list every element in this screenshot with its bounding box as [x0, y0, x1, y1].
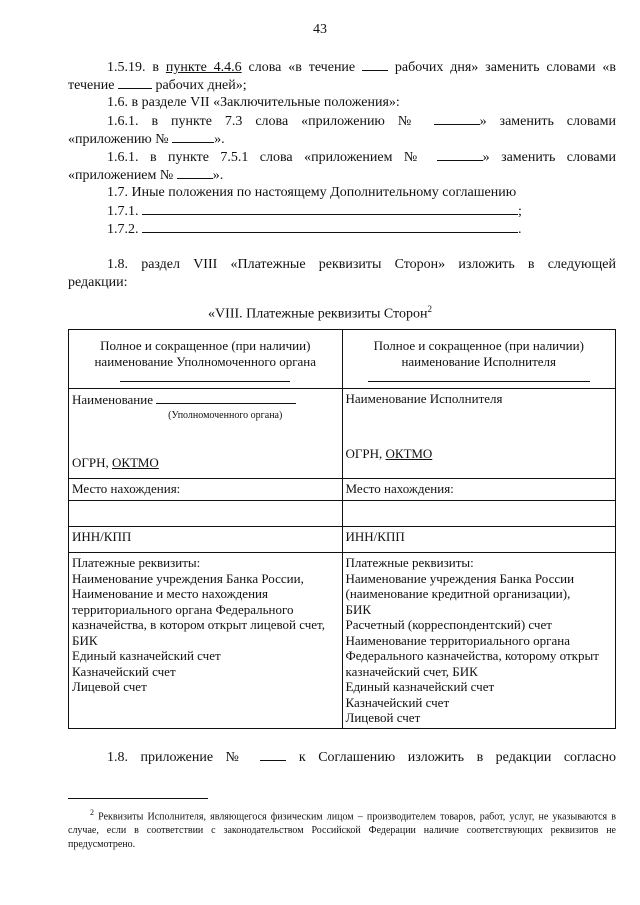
payment-line: Расчетный (корреспондентский) счет — [345, 617, 552, 632]
blank-field — [362, 58, 388, 71]
payment-line: Платежные реквизиты: — [345, 555, 474, 570]
name-caption: (Уполномоченного органа) — [168, 409, 283, 421]
blank-field — [437, 148, 483, 161]
text: . — [518, 222, 522, 237]
blank-field — [142, 202, 518, 215]
name-label: Наименование Исполнителя — [345, 391, 503, 406]
blank-field — [156, 391, 296, 404]
text: течение — [68, 78, 118, 93]
signature-rule — [368, 381, 590, 382]
paragraph-1-5-19 — [107, 58, 616, 76]
section-title — [0, 304, 640, 323]
blank-field — [172, 130, 214, 143]
paragraph-1-7-2 — [107, 220, 522, 238]
payment-line: Единый казначейский счет — [72, 648, 221, 663]
text: 1.6.1. в пункте 7.5.1 слова «приложением № — [107, 150, 437, 165]
payment-line: БИК — [345, 601, 372, 617]
blank-field — [260, 748, 286, 761]
payment-line: казначейский счет, БИК — [345, 663, 478, 679]
signature-rule — [120, 381, 290, 382]
text: 1.7.2. — [107, 222, 142, 237]
text: «приложению № — [68, 132, 173, 147]
text: » заменить словами — [482, 150, 616, 165]
payment-line: (наименование кредитной организации), — [345, 586, 571, 601]
right-payment-cell — [342, 553, 616, 729]
text: «приложением № — [68, 168, 177, 183]
right-header-line-1: Полное и сокращенное (при наличии) — [373, 338, 584, 353]
text: ; — [518, 204, 522, 219]
page-number: 43 — [313, 22, 327, 37]
text: ОГРН, — [345, 445, 386, 461]
paragraph-1-6: 1.6. в разделе VII «Заключительные положения»: — [107, 95, 400, 110]
text: 1.5.19. в — [107, 60, 166, 75]
text: к Соглашению изложить в редакции согласно — [286, 750, 616, 765]
payment-line: Наименование учреждения Банка России, — [72, 570, 304, 586]
payment-line: Единый казначейский счет — [345, 679, 495, 694]
text: ». — [214, 132, 225, 147]
table-row — [69, 501, 616, 527]
paragraph-1-6-1-b — [107, 148, 616, 166]
right-empty-cell — [342, 501, 616, 527]
blank-field — [142, 220, 518, 233]
footnote-text: Реквизиты Исполнителя, являющегося физическим лицом – производителем товаров, работ, услуг, не указываются в случае, если в соответствии с законодательством Российской Федерации наличие соответствующих реквизитов не предусмотрено. — [68, 811, 617, 851]
requisites-table — [68, 329, 616, 729]
name-label: Наименование — [72, 392, 153, 407]
clause-link[interactable]: пункте 4.4.6 — [165, 60, 242, 75]
left-inn-cell: ИНН/КПП — [69, 527, 343, 553]
text: рабочих дней»; — [151, 78, 247, 93]
table-row — [69, 553, 616, 729]
ogrn-oktmo — [72, 455, 339, 471]
table-row — [69, 527, 616, 553]
text: 1.7.1. — [107, 204, 142, 219]
payment-line: Казначейский счет — [72, 663, 176, 679]
right-header-cell — [342, 330, 616, 389]
left-header-line-2: наименование Уполномоченного органа — [94, 353, 317, 369]
footnote — [68, 806, 616, 852]
payment-line: Федерального казначейства, которому открыт — [345, 648, 599, 663]
paragraph-1-7-1 — [107, 202, 522, 220]
payment-line: БИК — [72, 632, 98, 648]
left-location-cell: Место нахождения: — [69, 479, 343, 501]
left-empty-cell — [69, 501, 343, 527]
section-title-text: «VIII. Платежные реквизиты Сторон — [208, 306, 428, 322]
ogrn-oktmo — [346, 446, 613, 462]
table-row — [69, 330, 616, 389]
text: слова «в течение — [241, 60, 363, 75]
text: 1.6.1. в пункте 7.3 слова «приложению № — [107, 114, 434, 129]
payment-line: Наименование учреждения Банка России — [345, 570, 575, 586]
left-name-cell — [69, 389, 343, 479]
blank-field — [434, 112, 480, 125]
paragraph-1-7: 1.7. Иные положения по настоящему Дополнительному соглашению — [107, 185, 517, 200]
blank-field — [177, 166, 213, 179]
payment-line: Казначейский счет — [345, 694, 450, 710]
right-name-cell — [342, 389, 616, 479]
payment-line: Лицевой счет — [72, 679, 147, 694]
paragraph-1-6-1-a — [107, 112, 616, 130]
paragraph-1-8-cont: редакции: — [68, 275, 128, 290]
paragraph-1-8: 1.8. раздел VIII «Платежные реквизиты Сторон» изложить в следующей — [107, 257, 616, 272]
payment-line: Лицевой счет — [345, 710, 421, 725]
text: » заменить словами — [479, 114, 617, 129]
oktmo-link[interactable]: ОКТМО — [385, 445, 433, 461]
blank-field — [118, 76, 152, 89]
text: ». — [212, 168, 224, 183]
right-header-line-2: наименование Исполнителя — [401, 353, 557, 369]
table-row — [69, 479, 616, 501]
footnote-divider — [68, 798, 208, 799]
paragraph-1-8-appendix — [107, 748, 616, 766]
left-header-cell — [69, 330, 343, 389]
payment-line: Наименование территориального органа — [345, 632, 570, 648]
payment-line: территориального органа Федерального — [72, 601, 294, 617]
footnote-mark: 2 — [90, 808, 94, 817]
paragraph-1-5-19-cont — [68, 76, 247, 94]
text: рабочих дня» заменить словами «в — [388, 60, 617, 75]
left-payment-cell — [69, 553, 343, 729]
payment-line: Платежные реквизиты: — [72, 555, 201, 570]
text: 1.8. приложение № — [107, 750, 261, 765]
text: ОГРН, — [72, 455, 113, 470]
paragraph-1-6-1-a-cont — [68, 130, 225, 148]
right-inn-cell: ИНН/КПП — [342, 527, 616, 553]
right-location-cell: Место нахождения: — [342, 479, 616, 501]
oktmo-link[interactable]: ОКТМО — [112, 455, 159, 470]
footnote-ref: 2 — [427, 304, 432, 314]
name-row — [72, 391, 339, 408]
table-row — [69, 389, 616, 479]
payment-line: казначейства, в котором открыт лицевой счет, — [72, 617, 325, 632]
left-header-line-1: Полное и сокращенное (при наличии) — [100, 338, 311, 353]
payment-line: Наименование и место нахождения — [72, 586, 268, 601]
paragraph-1-6-1-b-cont — [68, 166, 223, 184]
